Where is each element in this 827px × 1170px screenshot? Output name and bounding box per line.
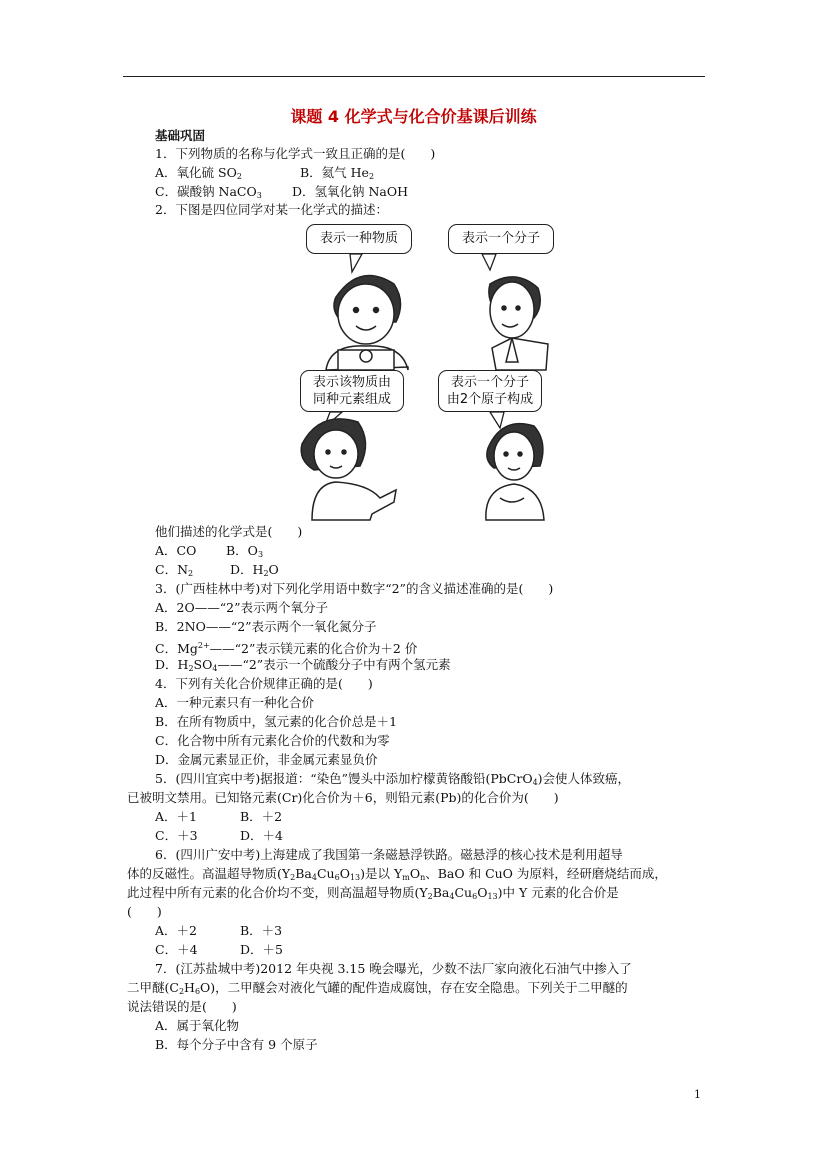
q6-line-2: 体的反磁性。高温超导物质$(Y_2Ba_4Cu_6O_{13})$是以 $Y_mO_n$、BaO 和 CuO 为原料，经研磨烧结而成， <box>127 866 667 882</box>
q1-option-c: C．碳酸钠 NaCO$_3$ <box>155 184 262 200</box>
q5-stem-line-1: 5．(四川宜宾中考)据报道：“染色”馒头中添加柠檬黄铬酸铅(PbCrO$_4$)会使人体致癌， <box>155 771 631 787</box>
bubble-1-tail <box>350 254 362 272</box>
q7-option-a: A．属于氧化物 <box>155 1018 240 1033</box>
q7-line-3: 说法错误的是( ) <box>127 999 237 1014</box>
q3-option-b: B．2NO——“2”表示两个一氧化氮分子 <box>155 619 377 634</box>
bubble-4-line-1: 表示一个分子 <box>450 375 529 390</box>
q1-option-a: A．氧化硫 $SO_2$ <box>155 165 242 181</box>
q2-option-b: B．$O_3$ <box>226 543 264 559</box>
q5-option-a: A．＋1 <box>155 809 197 824</box>
q5-option-c: C．＋3 <box>155 828 198 843</box>
q6-option-a: A．＋2 <box>155 923 197 938</box>
students-illustration <box>290 222 570 522</box>
student-2-figure <box>489 277 548 370</box>
q2-option-c: C．$N_2$ <box>155 562 194 578</box>
q3-option-a: A．2O——“2”表示两个氧分子 <box>155 600 328 615</box>
q3-option-d: D．$H_2SO_4——“2$”表示一个硫酸分子中有两个氢元素 <box>155 657 451 673</box>
q1-stem: 1．下列物质的名称与化学式一致且正确的是( ) <box>155 146 436 161</box>
q3-stem: 3．(广西桂林中考)对下列化学用语中数字“2”的含义描述准确的是( ) <box>155 581 554 596</box>
q7-line-1: 7．(江苏盐城中考)2012 年央视 3.15 晚会曝光，少数不法厂家向液化石油气中掺入了 <box>155 961 632 976</box>
bubble-3-line-1: 表示该物质由 <box>312 375 391 390</box>
q5-option-d: D．＋4 <box>240 828 283 843</box>
bubble-4-line-2: 由2个原子构成 <box>446 392 534 407</box>
q6-line-4: ( ) <box>127 904 162 919</box>
q2-ask: 他们描述的化学式是( ) <box>155 524 303 539</box>
section-heading: 基础巩固 <box>155 128 206 143</box>
q6-option-d: D．＋5 <box>240 942 283 957</box>
q4-option-a: A．一种元素只有一种化合价 <box>155 695 315 710</box>
q5-stem-line-2: 已被明文禁用。已知铬元素(Cr)化合价为＋6，则铅元素(Pb)的化合价为( ) <box>127 790 559 805</box>
q6-option-c: C．＋4 <box>155 942 198 957</box>
q7-line-2: 二甲醚$(C_2H_6O)$，二甲醚会对液化气罐的配件造成腐蚀，存在安全隐患。下列关于二甲醚的 <box>127 980 628 996</box>
student-3-figure <box>301 419 396 520</box>
q6-line-3: 此过程中所有元素的化合价均不变，则高温超导物质$(Y_2Ba_4Cu_6O_{13})$中 Y 元素的化合价是 <box>127 885 619 901</box>
q4-stem: 4．下列有关化合价规律正确的是( ) <box>155 676 373 691</box>
bubble-4-tail <box>490 412 504 428</box>
student-1-figure <box>326 276 408 370</box>
student-4-figure <box>486 424 544 520</box>
page-title: 课题 4 化学式与化合价基课后训练 <box>290 107 537 126</box>
q4-option-b: B．在所有物质中，氢元素的化合价总是＋1 <box>155 714 398 729</box>
q2-option-a: A．CO <box>155 543 197 558</box>
q1-option-b: B．氦气 $He_2$ <box>300 165 375 181</box>
speech-bubble-1: 表示一种物质 <box>306 224 412 254</box>
q5-option-b: B．＋2 <box>240 809 283 824</box>
q3-option-c: C．$Mg^{2+}——“2$”表示镁元素的化合价为＋2 价 <box>155 641 418 656</box>
q4-option-c: C．化合物中所有元素化合价的代数和为零 <box>155 733 390 748</box>
q1-option-d: D．氢氧化钠 NaOH <box>292 184 409 199</box>
page-number: 1 <box>694 1088 701 1101</box>
bubble-3-line-2: 同种元素组成 <box>312 392 391 407</box>
q6-line-1: 6．(四川广安中考)上海建成了我国第一条磁悬浮铁路。磁悬浮的核心技术是利用超导 <box>155 847 623 862</box>
bubble-2-tail <box>482 254 496 270</box>
header-rule <box>123 76 705 77</box>
q6-option-b: B．＋3 <box>240 923 283 938</box>
q2-option-d: D．$H_2O$ <box>230 562 279 578</box>
q4-option-d: D．金属元素显正价，非金属元素显负价 <box>155 752 378 767</box>
speech-bubble-2: 表示一个分子 <box>448 224 554 254</box>
q7-option-b: B．每个分子中含有 9 个原子 <box>155 1037 318 1052</box>
q2-stem: 2．下图是四位同学对某一化学式的描述： <box>155 202 388 217</box>
